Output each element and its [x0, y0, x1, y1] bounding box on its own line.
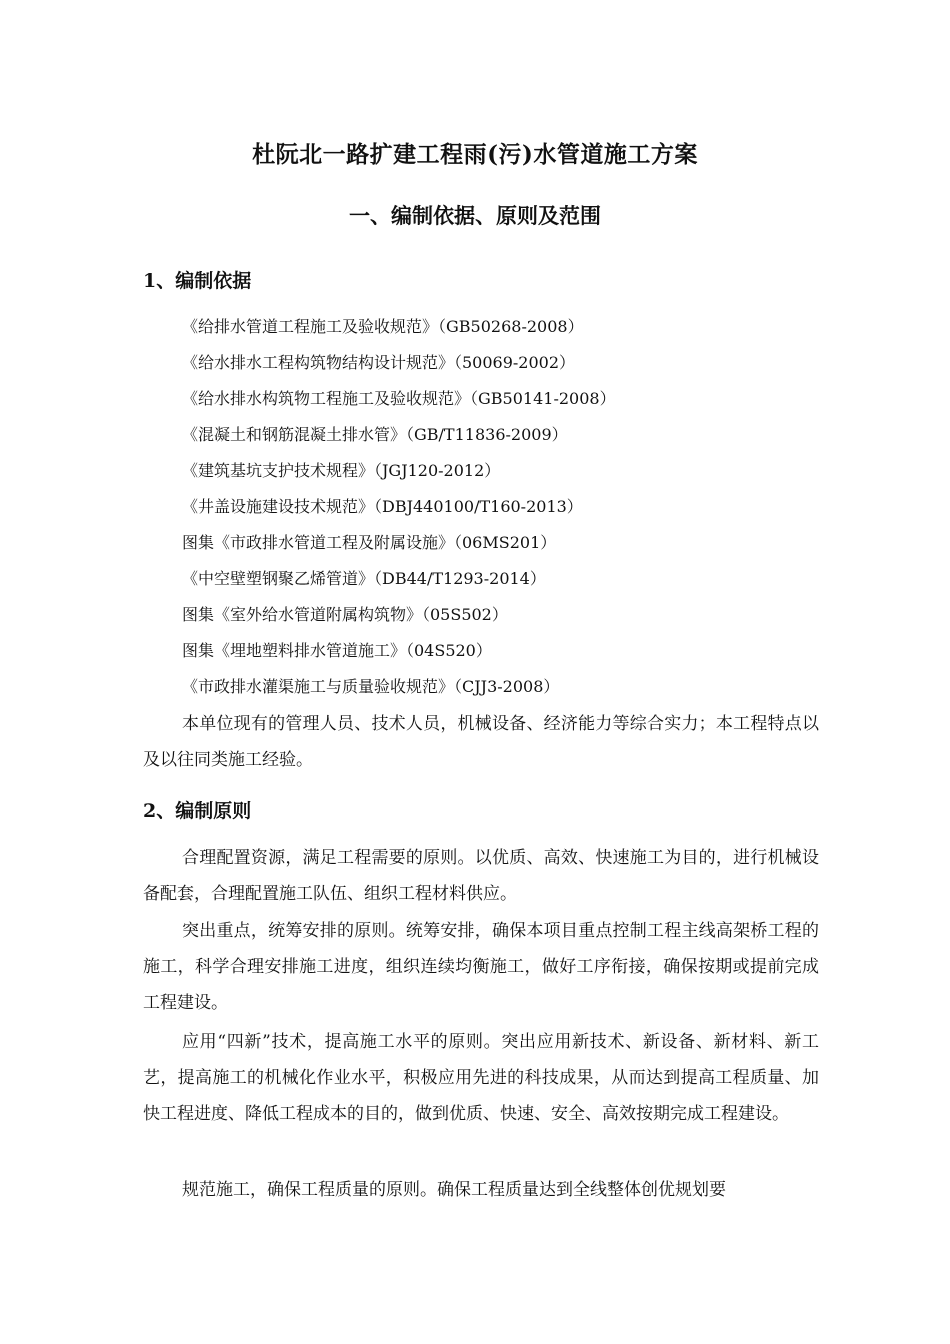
reference-item: 《混凝土和钢筋混凝土排水管》（GB/T11836-2009） — [182, 425, 568, 444]
basis-heading: 1、编制依据 — [143, 270, 252, 292]
reference-item: 《市政排水灌渠施工与质量验收规范》（CJJ3-2008） — [182, 677, 560, 696]
reference-item: 《井盖设施建设技术规范》（DBJ440100/T160-2013） — [182, 497, 583, 516]
principle-paragraph: 规范施工，确保工程质量的原则。确保工程质量达到全线整体创优规划要 — [182, 1180, 726, 1200]
reference-item: 《给排水管道工程施工及验收规范》（GB50268-2008） — [182, 317, 584, 336]
document-title: 杜阮北一路扩建工程雨(污)水管道施工方案 — [252, 141, 698, 168]
principles-heading: 2、编制原则 — [143, 800, 252, 822]
principle-paragraph: 应用“四新”技术，提高施工水平的原则。突出应用新技术、新设备、新材料、新工艺，提高施工的机械化作业水平，积极应用先进的科技成果，从而达到提高工程质量、加快工程进度、降低工程成本的目的，做到优质、快速、安全、高效按期完成工程建设。 — [143, 1032, 819, 1124]
reference-item: 图集《埋地塑料排水管道施工》（04S520） — [182, 641, 492, 660]
principle-paragraph: 合理配置资源，满足工程需要的原则。以优质、高效、快速施工为目的，进行机械设备配套，合理配置施工队伍、组织工程材料供应。 — [143, 848, 819, 904]
reference-item: 《给水排水工程构筑物结构设计规范》（50069-2002） — [182, 353, 576, 372]
reference-item: 图集《市政排水管道工程及附属设施》（06MS201） — [182, 533, 557, 552]
reference-item: 《建筑基坑支护技术规程》（JGJ120-2012） — [182, 461, 501, 480]
reference-item: 图集《室外给水管道附属构筑物》（05S502） — [182, 605, 508, 624]
principle-paragraph: 突出重点，统筹安排的原则。统筹安排，确保本项目重点控制工程主线高架桥工程的施工，科学合理安排施工进度，组织连续均衡施工，做好工序衔接，确保按期或提前完成工程建设。 — [143, 921, 819, 1013]
reference-item: 《给水排水构筑物工程施工及验收规范》（GB50141-2008） — [182, 389, 616, 408]
section-title: 一、编制依据、原则及范围 — [349, 203, 601, 228]
basis-closing-paragraph: 本单位现有的管理人员、技术人员，机械设备、经济能力等综合实力；本工程特点以及以往同类施工经验。 — [143, 714, 819, 770]
reference-item: 《中空壁塑钢聚乙烯管道》（DB44/T1293-2014） — [182, 569, 546, 588]
